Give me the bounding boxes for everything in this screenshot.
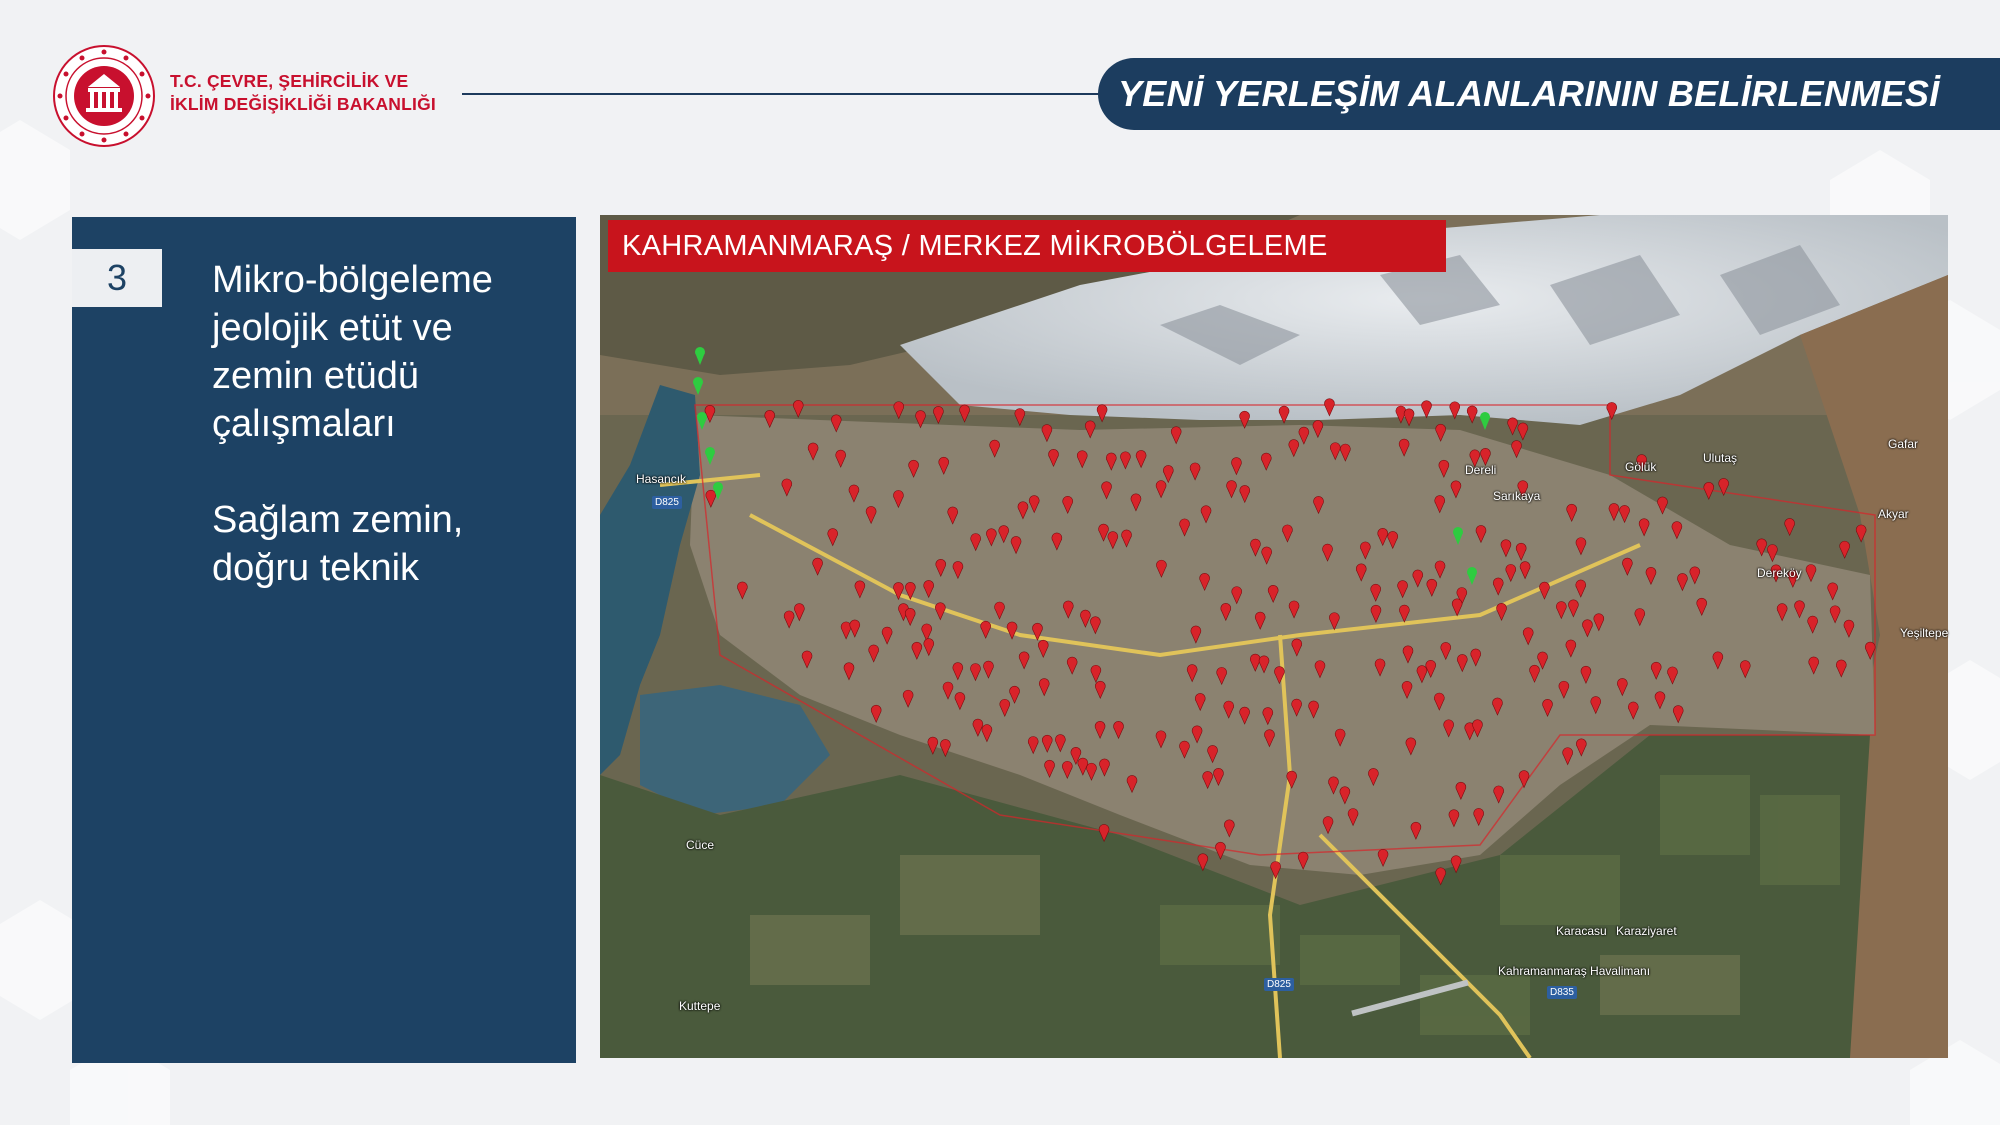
ministry-name-line1: T.C. ÇEVRE, ŞEHİRCİLİK VE <box>170 71 409 91</box>
place-label: Gafar <box>1888 437 1919 451</box>
road-badge: D825 <box>1264 978 1294 991</box>
place-label: Kahramanmaraş Havalimanı <box>1498 964 1651 978</box>
header-divider <box>462 93 1102 95</box>
satellite-map <box>600 215 1948 1058</box>
motto-line: Sağlam zemin, <box>212 499 464 541</box>
panel-line: zemin etüdü <box>212 355 420 397</box>
ministry-name <box>170 70 436 116</box>
place-label: Dereli <box>1465 463 1497 477</box>
place-label: Cüce <box>686 838 715 852</box>
place-label: Akyar <box>1878 507 1909 521</box>
ministry-name-line2: İKLİM DEĞİŞİKLİĞİ BAKANLIĞI <box>170 94 436 114</box>
item-number: 3 <box>72 249 162 307</box>
place-label: Hasancık <box>636 472 687 486</box>
ministry-logo <box>52 44 156 148</box>
place-label: Yeşiltepe <box>1900 626 1949 640</box>
place-label: Gölük <box>1625 460 1657 474</box>
place-label: Karaziyaret <box>1616 924 1677 938</box>
road-badge: D835 <box>1547 986 1577 999</box>
panel-line: jeolojik etüt ve <box>212 307 453 349</box>
panel-line: Mikro-bölgeleme <box>212 259 493 301</box>
motto-line: doğru teknik <box>212 547 420 589</box>
panel-line: çalışmaları <box>212 403 396 445</box>
place-label: Kuttepe <box>679 999 721 1013</box>
map-label: KAHRAMANMARAŞ / MERKEZ MİKROBÖLGELEME <box>608 220 1446 272</box>
slide-title: YENİ YERLEŞİM ALANLARININ BELİRLENMESİ <box>1118 73 1940 114</box>
place-label: Dereköy <box>1757 566 1802 580</box>
place-label: Sarıkaya <box>1493 489 1541 503</box>
road-badge: D825 <box>652 496 682 509</box>
place-label: Karacasu <box>1556 924 1607 938</box>
place-label: Ulutaş <box>1703 451 1738 465</box>
panel-text <box>212 256 562 592</box>
